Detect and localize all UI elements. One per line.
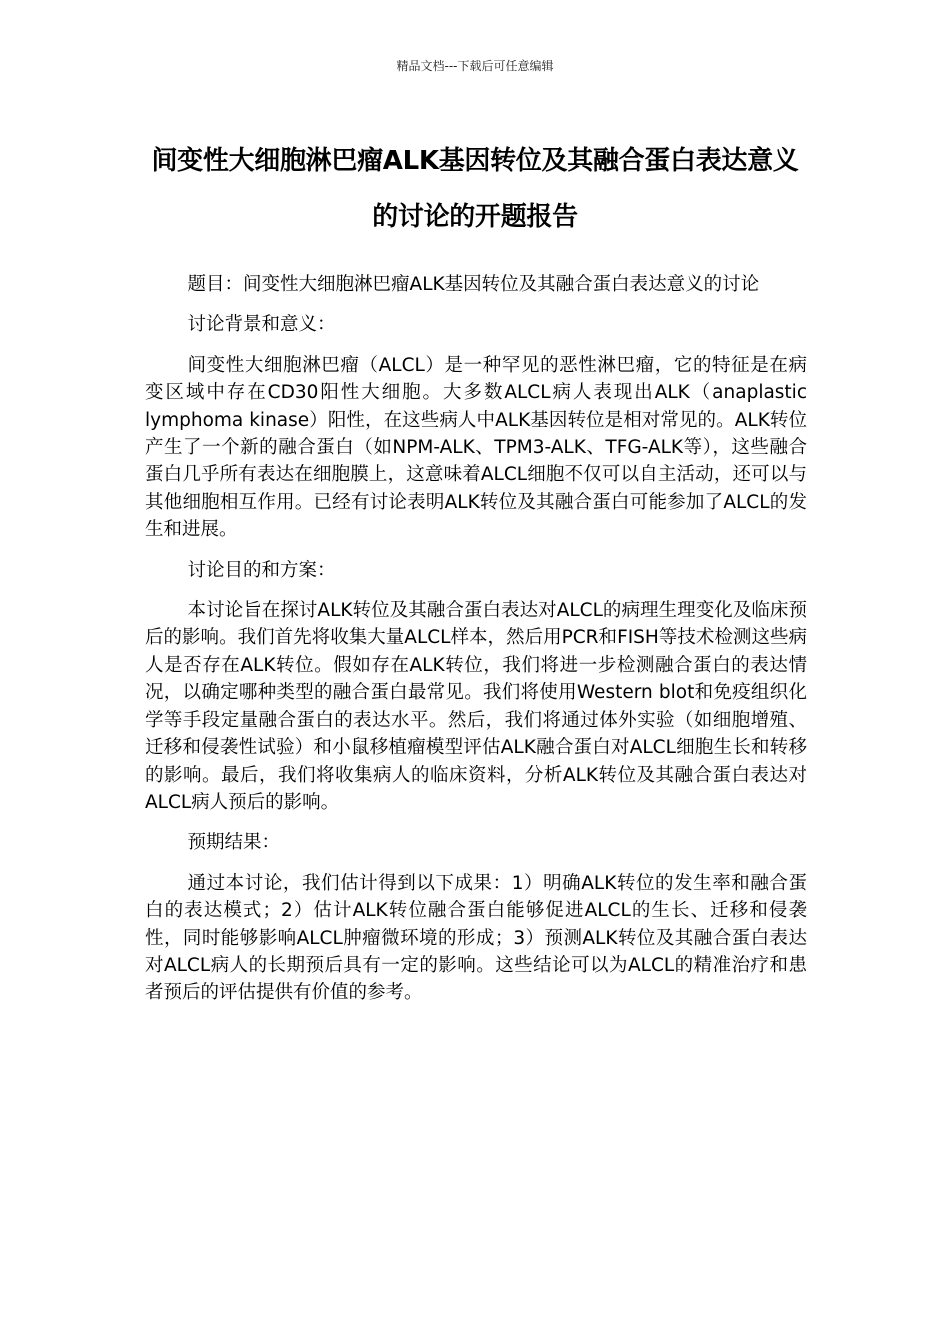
paragraph-expected-results: 通过本讨论，我们估计得到以下成果：1）明确ALK转位的发生率和融合蛋白的表达模式；2）估计ALK转位融合蛋白能够促进ALCL的生长、迁移和侵袭性，同时能够影响ALCL肿瘤微环境的形成；3）预测ALK转位及其融合蛋白表达对ALCL病人的长期预后具有一定的影响。这些结论可以为ALCL的精准治疗和患者预后的评估提供有价值的参考。 bbox=[145, 872, 807, 1004]
paragraph-background: 间变性大细胞淋巴瘤（ALCL）是一种罕见的恶性淋巴瘤，它的特征是在病变区域中存在CD30阳性大细胞。大多数ALCL病人表现出ALK（anaplastic lymphoma kinase）阳性，在这些病人中ALK基因转位是相对常见的。ALK转位产生了一个新的融合蛋白（如NPM-ALK、TPM3-ALK、TFG-ALK等），这些融合蛋白几乎所有表达在细胞膜上，这意味着ALCL细胞不仅可以自主活动，还可以与其他细胞相互作用。已经有讨论表明ALK转位及其融合蛋白可能参加了ALCL的发生和进展。 bbox=[145, 354, 807, 541]
section-heading-expected-results: 预期结果： bbox=[187, 832, 281, 854]
page-header: 精品文档---下载后可任意编辑 bbox=[396, 59, 554, 73]
paragraph-objectives: 本讨论旨在探讨ALK转位及其融合蛋白表达对ALCL的病理生理变化及临床预后的影响。我们首先将收集大量ALCL样本，然后用PCR和FISH等技术检测这些病人是否存在ALK转位。假如存在ALK转位，我们将进一步检测融合蛋白的表达情况，以确定哪种类型的融合蛋白最常见。我们将使用Western blot和免疫组织化学等手段定量融合蛋白的表达水平。然后，我们将通过体外实验（如细胞增殖、迁移和侵袭性试验）和小鼠移植瘤模型评估ALK融合蛋白对ALCL细胞生长和转移的影响。最后，我们将收集病人的临床资料，分析ALK转位及其融合蛋白表达对ALCL病人预后的影响。 bbox=[145, 600, 807, 813]
document-body bbox=[145, 271, 807, 1020]
paragraph-topic: 题目：间变性大细胞淋巴瘤ALK基因转位及其融合蛋白表达意义的讨论 bbox=[187, 274, 760, 295]
section-heading-objectives: 讨论目的和方案： bbox=[187, 559, 336, 581]
document-title: 间变性大细胞淋巴瘤ALK基因转位及其融合蛋白表达意义的讨论的开题报告 bbox=[151, 146, 799, 232]
section-heading-background: 讨论背景和意义： bbox=[187, 314, 336, 336]
